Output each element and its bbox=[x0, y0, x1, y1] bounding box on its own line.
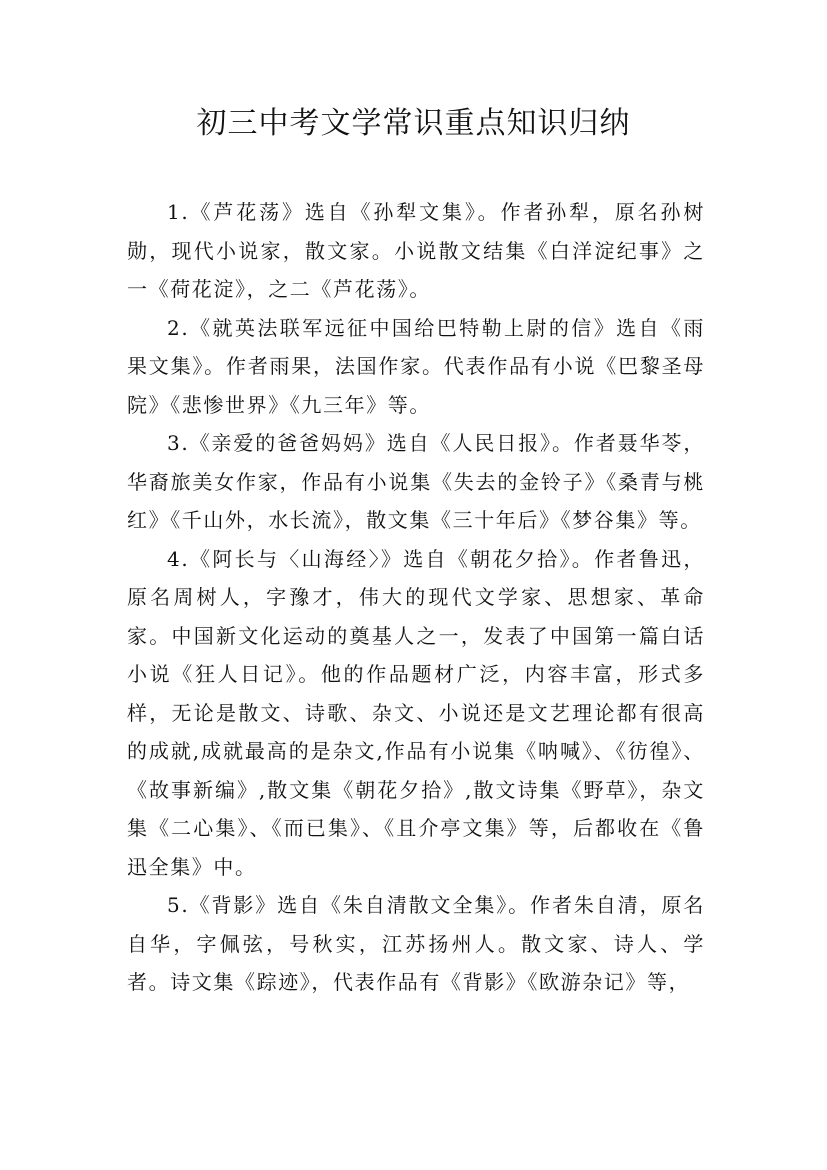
paragraph-3: 3.《亲爱的爸爸妈妈》选自《人民日报》。作者聂华苓，华裔旅美女作家，作品有小说集《失去的金铃子》《桑青与桃红》《千山外，水长流》，散文集《三十年后》《梦谷集》等。 bbox=[127, 431, 705, 532]
document-body bbox=[127, 193, 705, 1002]
document-title: 初三中考文学常识重点知识归纳 bbox=[196, 106, 631, 141]
paragraph-2: 2.《就英法联军远征中国给巴特勒上尉的信》选自《雨果文集》。作者雨果，法国作家。代表作品有小说《巴黎圣母院》《悲惨世界》《九三年》等。 bbox=[127, 315, 705, 417]
paragraph-4: 4.《阿长与〈山海经〉》选自《朝花夕拾》。作者鲁迅，原名周树人，字豫才，伟大的现代文学家、思想家、革命家。中国新文化运动的奠基人之一，发表了中国第一篇白话小说《狂人日记》。他的作品题材广泛，内容丰富，形式多样，无论是散文、诗歌、杂文、小说还是文艺理论都有很高的成就,成就最高的是杂文,作品有小说集《呐喊》、《彷徨》、《故事新编》,散文集《朝花夕拾》,散文诗集《野草》，杂文集《二心集》、《而已集》、《且介亭文集》等，后都收在《鲁迅全集》中。 bbox=[127, 546, 705, 879]
paragraph-5: 5.《背影》选自《朱自清散文全集》。作者朱自清，原名自华，字佩弦，号秋实，江苏扬州人。散文家、诗人、学者。诗文集《踪迹》，代表作品有《背影》《欧游杂记》等， bbox=[127, 893, 705, 994]
paragraph-1: 1.《芦花荡》选自《孙犁文集》。作者孙犁，原名孙树勋，现代小说家，散文家。小说散文结集《白洋淀纪事》之一《荷花淀》，之二《芦花荡》。 bbox=[127, 200, 705, 301]
